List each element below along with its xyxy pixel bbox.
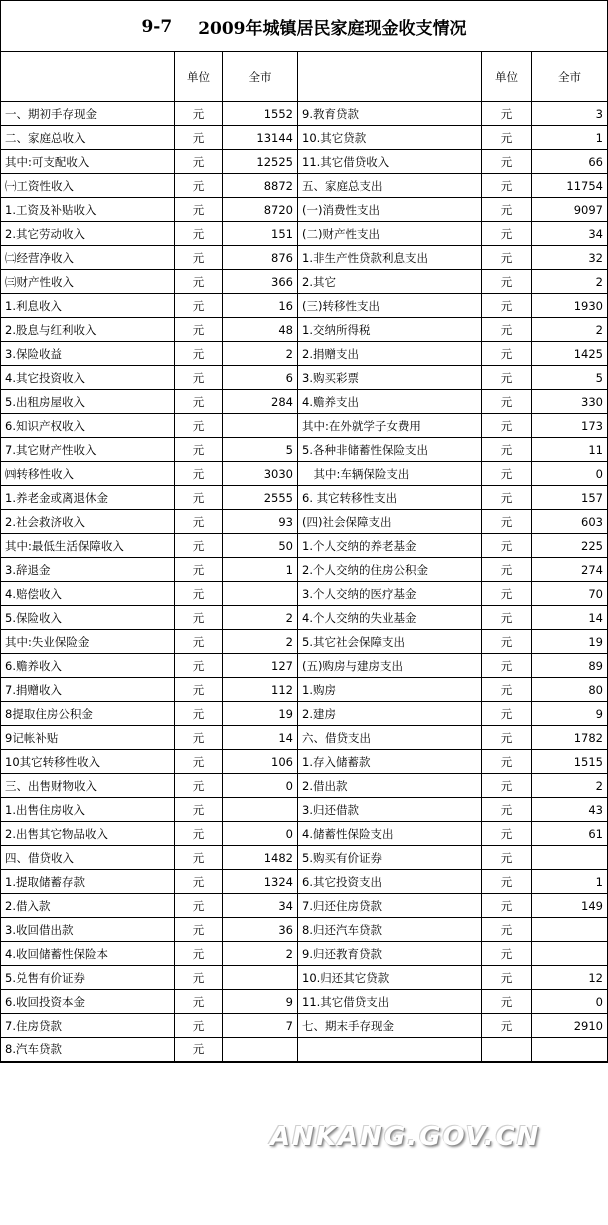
value-cell-right: 61 <box>532 822 608 846</box>
item-label-left: 10其它转移性收入 <box>1 750 175 774</box>
item-label-right: 10.其它贷款 <box>298 126 482 150</box>
value-cell-right: 89 <box>532 654 608 678</box>
table-row <box>1 270 608 294</box>
value-cell-right: 274 <box>532 558 608 582</box>
unit-cell-left: 元 <box>175 438 223 462</box>
value-cell-left: 1324 <box>223 870 298 894</box>
unit-cell-left: 元 <box>175 654 223 678</box>
unit-cell-left: 元 <box>175 318 223 342</box>
item-label-left: 四、借贷收入 <box>1 846 175 870</box>
table-row <box>1 726 608 750</box>
value-cell-left: 366 <box>223 270 298 294</box>
unit-cell-left: 元 <box>175 630 223 654</box>
value-cell-left: 93 <box>223 510 298 534</box>
value-cell-left <box>223 1038 298 1062</box>
item-label-right: 2.建房 <box>298 702 482 726</box>
header-unit-left: 单位 <box>175 52 223 102</box>
unit-cell-left: 元 <box>175 486 223 510</box>
table-row <box>1 342 608 366</box>
watermark-logo: ANKANG.GOV.CN <box>270 1122 541 1152</box>
unit-cell-left: 元 <box>175 750 223 774</box>
table-row <box>1 750 608 774</box>
value-cell-right: 5 <box>532 366 608 390</box>
value-cell-right: 66 <box>532 150 608 174</box>
item-label-left: 4.其它投资收入 <box>1 366 175 390</box>
item-label-right: 11.其它借贷收入 <box>298 150 482 174</box>
unit-cell-right: 元 <box>482 894 532 918</box>
unit-cell-right: 元 <box>482 774 532 798</box>
table-row <box>1 534 608 558</box>
unit-cell-right: 元 <box>482 798 532 822</box>
value-cell-left: 2 <box>223 630 298 654</box>
table-row <box>1 102 608 126</box>
item-label-left: ㈠工资性收入 <box>1 174 175 198</box>
item-label-left: 一、期初手存现金 <box>1 102 175 126</box>
item-label-left: 2.股息与红利收入 <box>1 318 175 342</box>
item-label-left: 2.出售其它物品收入 <box>1 822 175 846</box>
unit-cell-right: 元 <box>482 582 532 606</box>
item-label-left: 其中:最低生活保障收入 <box>1 534 175 558</box>
item-label-right: 5.各种非储蓄性保险支出 <box>298 438 482 462</box>
unit-cell-right: 元 <box>482 726 532 750</box>
value-cell-left: 5 <box>223 438 298 462</box>
item-label-right: 1.购房 <box>298 678 482 702</box>
table-row <box>1 438 608 462</box>
table-body <box>1 52 608 1062</box>
value-cell-left: 7 <box>223 1014 298 1038</box>
item-label-right: 其中:在外就学子女费用 <box>298 414 482 438</box>
item-label-right: 1.存入储蓄款 <box>298 750 482 774</box>
item-label-left: 7.捐赠收入 <box>1 678 175 702</box>
table-row <box>1 774 608 798</box>
table-row <box>1 510 608 534</box>
table-row <box>1 486 608 510</box>
value-cell-left <box>223 966 298 990</box>
unit-cell-right: 元 <box>482 942 532 966</box>
table-row <box>1 822 608 846</box>
unit-cell-right: 元 <box>482 150 532 174</box>
header-city-left: 全市 <box>223 52 298 102</box>
unit-cell-right: 元 <box>482 342 532 366</box>
unit-cell-right: 元 <box>482 174 532 198</box>
unit-cell-right: 元 <box>482 294 532 318</box>
table-number: 9-7 <box>141 16 173 37</box>
unit-cell-right: 元 <box>482 918 532 942</box>
unit-cell-left: 元 <box>175 294 223 318</box>
item-label-left: 2.社会救济收入 <box>1 510 175 534</box>
value-cell-right: 157 <box>532 486 608 510</box>
unit-cell-left: 元 <box>175 942 223 966</box>
value-cell-right: 1 <box>532 126 608 150</box>
item-label-right: (一)消费性支出 <box>298 198 482 222</box>
item-label-right: 5.其它社会保障支出 <box>298 630 482 654</box>
table-row <box>1 798 608 822</box>
item-label-left: 8提取住房公积金 <box>1 702 175 726</box>
item-label-left: 7.其它财产性收入 <box>1 438 175 462</box>
value-cell-right: 0 <box>532 990 608 1014</box>
value-cell-right: 11 <box>532 438 608 462</box>
value-cell-left: 1 <box>223 558 298 582</box>
item-label-left: 3.辞退金 <box>1 558 175 582</box>
unit-cell-left: 元 <box>175 462 223 486</box>
unit-cell-right: 元 <box>482 102 532 126</box>
item-label-left: 6.收回投资本金 <box>1 990 175 1014</box>
unit-cell-left: 元 <box>175 102 223 126</box>
table-row <box>1 654 608 678</box>
unit-cell-left: 元 <box>175 606 223 630</box>
value-cell-left: 1552 <box>223 102 298 126</box>
unit-cell-left: 元 <box>175 198 223 222</box>
value-cell-left: 106 <box>223 750 298 774</box>
unit-cell-left: 元 <box>175 846 223 870</box>
table-row <box>1 702 608 726</box>
table-row <box>1 174 608 198</box>
item-label-left: ㈡经营净收入 <box>1 246 175 270</box>
value-cell-right: 1515 <box>532 750 608 774</box>
unit-cell-left: 元 <box>175 390 223 414</box>
item-label-left: 3.保险收益 <box>1 342 175 366</box>
unit-cell-right: 元 <box>482 966 532 990</box>
table-row <box>1 222 608 246</box>
table-row <box>1 1014 608 1038</box>
value-cell-right: 14 <box>532 606 608 630</box>
value-cell-left: 3030 <box>223 462 298 486</box>
value-cell-left: 0 <box>223 774 298 798</box>
table-row <box>1 894 608 918</box>
unit-cell-left: 元 <box>175 222 223 246</box>
value-cell-right: 3 <box>532 102 608 126</box>
unit-cell-right: 元 <box>482 654 532 678</box>
unit-cell-right: 元 <box>482 390 532 414</box>
unit-cell-right: 元 <box>482 678 532 702</box>
value-cell-right: 225 <box>532 534 608 558</box>
value-cell-left: 16 <box>223 294 298 318</box>
unit-cell-left: 元 <box>175 534 223 558</box>
unit-cell-left: 元 <box>175 678 223 702</box>
unit-cell-left: 元 <box>175 342 223 366</box>
item-label-right: 2.其它 <box>298 270 482 294</box>
item-label-right: 1.非生产性贷款利息支出 <box>298 246 482 270</box>
table-row <box>1 966 608 990</box>
table-row <box>1 606 608 630</box>
item-label-right: 8.归还汽车贷款 <box>298 918 482 942</box>
item-label-right: 10.归还其它贷款 <box>298 966 482 990</box>
table-title: 2009年城镇居民家庭现金收支情况 <box>198 19 467 39</box>
item-label-right: 6.其它投资支出 <box>298 870 482 894</box>
unit-cell-left: 元 <box>175 918 223 942</box>
unit-cell-left: 元 <box>175 1038 223 1062</box>
item-label-right: 3.个人交纳的医疗基金 <box>298 582 482 606</box>
header-row <box>1 52 608 102</box>
value-cell-left: 0 <box>223 822 298 846</box>
value-cell-right: 149 <box>532 894 608 918</box>
unit-cell-right: 元 <box>482 750 532 774</box>
table-row <box>1 150 608 174</box>
table-row <box>1 870 608 894</box>
value-cell-left <box>223 798 298 822</box>
item-label-left: 2.其它劳动收入 <box>1 222 175 246</box>
value-cell-left: 2 <box>223 342 298 366</box>
unit-cell-left: 元 <box>175 1014 223 1038</box>
value-cell-left: 14 <box>223 726 298 750</box>
value-cell-right: 9 <box>532 702 608 726</box>
item-label-left: 1.出售住房收入 <box>1 798 175 822</box>
value-cell-left: 13144 <box>223 126 298 150</box>
value-cell-left: 112 <box>223 678 298 702</box>
table-row <box>1 366 608 390</box>
value-cell-right: 80 <box>532 678 608 702</box>
item-label-left: 3.收回借出款 <box>1 918 175 942</box>
item-label-left: 1.工资及补贴收入 <box>1 198 175 222</box>
value-cell-left: 876 <box>223 246 298 270</box>
unit-cell-left: 元 <box>175 510 223 534</box>
item-label-left: 1.养老金或离退休金 <box>1 486 175 510</box>
table-row <box>1 414 608 438</box>
table-row <box>1 246 608 270</box>
unit-cell-right: 元 <box>482 246 532 270</box>
value-cell-right: 0 <box>532 462 608 486</box>
item-label-right: 5.购买有价证券 <box>298 846 482 870</box>
table-row <box>1 918 608 942</box>
header-item-left <box>1 52 175 102</box>
item-label-right: 2.借出款 <box>298 774 482 798</box>
item-label-left: 三、出售财物收入 <box>1 774 175 798</box>
unit-cell-right: 元 <box>482 534 532 558</box>
value-cell-right <box>532 942 608 966</box>
header-item-right <box>298 52 482 102</box>
item-label-left: 5.保险收入 <box>1 606 175 630</box>
value-cell-left <box>223 582 298 606</box>
unit-cell-right: 元 <box>482 510 532 534</box>
value-cell-left: 2 <box>223 942 298 966</box>
value-cell-right: 2910 <box>532 1014 608 1038</box>
table-row <box>1 390 608 414</box>
table-row <box>1 630 608 654</box>
value-cell-right: 12 <box>532 966 608 990</box>
value-cell-right: 2 <box>532 318 608 342</box>
value-cell-left: 8720 <box>223 198 298 222</box>
item-label-right: 9.教育贷款 <box>298 102 482 126</box>
value-cell-left <box>223 414 298 438</box>
unit-cell-left: 元 <box>175 870 223 894</box>
item-label-left: ㈣转移性收入 <box>1 462 175 486</box>
value-cell-left: 127 <box>223 654 298 678</box>
value-cell-right: 2 <box>532 774 608 798</box>
table-row <box>1 942 608 966</box>
value-cell-right: 70 <box>532 582 608 606</box>
income-expenditure-table <box>0 51 608 1063</box>
value-cell-left: 36 <box>223 918 298 942</box>
item-label-right: 七、期末手存现金 <box>298 1014 482 1038</box>
value-cell-right: 1 <box>532 870 608 894</box>
value-cell-left: 12525 <box>223 150 298 174</box>
unit-cell-left: 元 <box>175 558 223 582</box>
table-row <box>1 558 608 582</box>
value-cell-left: 2 <box>223 606 298 630</box>
item-label-left: 5.兑售有价证券 <box>1 966 175 990</box>
table-row <box>1 126 608 150</box>
value-cell-left: 34 <box>223 894 298 918</box>
item-label-right: 11.其它借贷支出 <box>298 990 482 1014</box>
table-row <box>1 318 608 342</box>
unit-cell-right: 元 <box>482 870 532 894</box>
unit-cell-right <box>482 1038 532 1062</box>
value-cell-left: 151 <box>223 222 298 246</box>
item-label-right: 2.个人交纳的住房公积金 <box>298 558 482 582</box>
value-cell-left: 9 <box>223 990 298 1014</box>
unit-cell-left: 元 <box>175 582 223 606</box>
unit-cell-right: 元 <box>482 270 532 294</box>
value-cell-right: 43 <box>532 798 608 822</box>
value-cell-left: 19 <box>223 702 298 726</box>
value-cell-right: 330 <box>532 390 608 414</box>
header-city-right: 全市 <box>532 52 608 102</box>
value-cell-right: 173 <box>532 414 608 438</box>
value-cell-right: 2 <box>532 270 608 294</box>
table-row <box>1 294 608 318</box>
item-label-left: 5.出租房屋收入 <box>1 390 175 414</box>
item-label-left: 9记帐补贴 <box>1 726 175 750</box>
unit-cell-right: 元 <box>482 462 532 486</box>
unit-cell-right: 元 <box>482 318 532 342</box>
item-label-left: 其中:可支配收入 <box>1 150 175 174</box>
item-label-left: 6.知识产权收入 <box>1 414 175 438</box>
unit-cell-right: 元 <box>482 222 532 246</box>
unit-cell-left: 元 <box>175 894 223 918</box>
table-row <box>1 990 608 1014</box>
value-cell-left: 1482 <box>223 846 298 870</box>
unit-cell-right: 元 <box>482 438 532 462</box>
item-label-left: 其中:失业保险金 <box>1 630 175 654</box>
item-label-left: 2.借入款 <box>1 894 175 918</box>
unit-cell-left: 元 <box>175 702 223 726</box>
unit-cell-right: 元 <box>482 198 532 222</box>
item-label-left: 4.收回储蓄性保险本 <box>1 942 175 966</box>
value-cell-right: 9097 <box>532 198 608 222</box>
item-label-right: 1.个人交纳的养老基金 <box>298 534 482 558</box>
item-label-right: 六、借贷支出 <box>298 726 482 750</box>
unit-cell-right: 元 <box>482 846 532 870</box>
item-label-right: 9.归还教育贷款 <box>298 942 482 966</box>
value-cell-left: 50 <box>223 534 298 558</box>
value-cell-right: 19 <box>532 630 608 654</box>
unit-cell-left: 元 <box>175 126 223 150</box>
item-label-right: 7.归还住房贷款 <box>298 894 482 918</box>
item-label-right: (四)社会保障支出 <box>298 510 482 534</box>
unit-cell-right: 元 <box>482 1014 532 1038</box>
item-label-right: 4.储蓄性保险支出 <box>298 822 482 846</box>
value-cell-right: 603 <box>532 510 608 534</box>
unit-cell-left: 元 <box>175 822 223 846</box>
unit-cell-right: 元 <box>482 486 532 510</box>
table-row <box>1 1038 608 1062</box>
item-label-right: 2.捐赠支出 <box>298 342 482 366</box>
value-cell-right <box>532 918 608 942</box>
value-cell-right: 34 <box>532 222 608 246</box>
value-cell-right: 11754 <box>532 174 608 198</box>
item-label-right: 4.个人交纳的失业基金 <box>298 606 482 630</box>
unit-cell-left: 元 <box>175 774 223 798</box>
unit-cell-right: 元 <box>482 366 532 390</box>
unit-cell-right: 元 <box>482 126 532 150</box>
unit-cell-left: 元 <box>175 174 223 198</box>
table-row <box>1 582 608 606</box>
page-title <box>0 0 608 52</box>
item-label-left: 二、家庭总收入 <box>1 126 175 150</box>
unit-cell-left: 元 <box>175 990 223 1014</box>
unit-cell-left: 元 <box>175 246 223 270</box>
value-cell-left: 8872 <box>223 174 298 198</box>
value-cell-left: 48 <box>223 318 298 342</box>
unit-cell-right: 元 <box>482 990 532 1014</box>
item-label-left: 1.利息收入 <box>1 294 175 318</box>
item-label-right: 五、家庭总支出 <box>298 174 482 198</box>
table-row <box>1 462 608 486</box>
value-cell-left: 2555 <box>223 486 298 510</box>
item-label-left: 6.赡养收入 <box>1 654 175 678</box>
item-label-right: 1.交纳所得税 <box>298 318 482 342</box>
value-cell-right <box>532 1038 608 1062</box>
value-cell-right: 1782 <box>532 726 608 750</box>
unit-cell-right: 元 <box>482 630 532 654</box>
unit-cell-left: 元 <box>175 270 223 294</box>
unit-cell-right: 元 <box>482 558 532 582</box>
value-cell-left: 284 <box>223 390 298 414</box>
item-label-right <box>298 1038 482 1062</box>
value-cell-right <box>532 846 608 870</box>
unit-cell-right: 元 <box>482 702 532 726</box>
unit-cell-left: 元 <box>175 966 223 990</box>
item-label-right: 3.归还借款 <box>298 798 482 822</box>
item-label-left: 1.提取储蓄存款 <box>1 870 175 894</box>
unit-cell-left: 元 <box>175 366 223 390</box>
item-label-left: 8.汽车贷款 <box>1 1038 175 1062</box>
item-label-right: (三)转移性支出 <box>298 294 482 318</box>
item-label-right: 6. 其它转移性支出 <box>298 486 482 510</box>
table-row <box>1 198 608 222</box>
value-cell-right: 32 <box>532 246 608 270</box>
unit-cell-right: 元 <box>482 414 532 438</box>
unit-cell-left: 元 <box>175 414 223 438</box>
item-label-left: ㈢财产性收入 <box>1 270 175 294</box>
header-unit-right: 单位 <box>482 52 532 102</box>
table-row <box>1 846 608 870</box>
item-label-right: 3.购买彩票 <box>298 366 482 390</box>
item-label-left: 4.赔偿收入 <box>1 582 175 606</box>
item-label-right: (五)购房与建房支出 <box>298 654 482 678</box>
item-label-left: 7.住房贷款 <box>1 1014 175 1038</box>
value-cell-right: 1930 <box>532 294 608 318</box>
unit-cell-right: 元 <box>482 606 532 630</box>
value-cell-left: 6 <box>223 366 298 390</box>
unit-cell-left: 元 <box>175 798 223 822</box>
unit-cell-right: 元 <box>482 822 532 846</box>
item-label-right: 4.赡养支出 <box>298 390 482 414</box>
unit-cell-left: 元 <box>175 726 223 750</box>
unit-cell-left: 元 <box>175 150 223 174</box>
value-cell-right: 1425 <box>532 342 608 366</box>
item-label-right: 其中:车辆保险支出 <box>298 462 482 486</box>
table-row <box>1 678 608 702</box>
item-label-right: (二)财产性支出 <box>298 222 482 246</box>
